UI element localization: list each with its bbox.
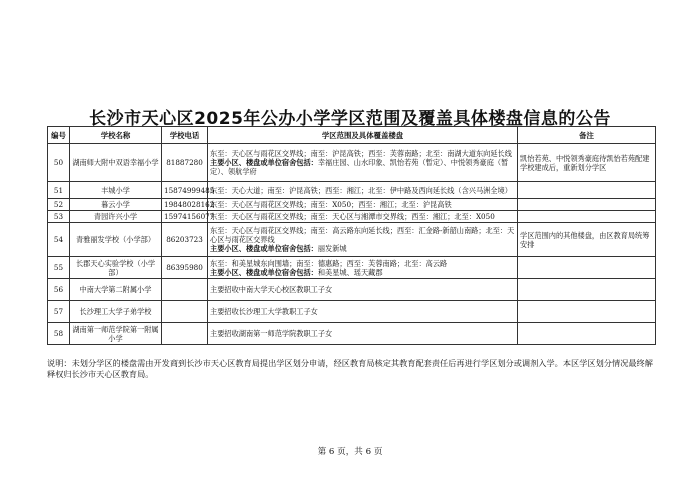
cell-no: 56 <box>48 279 70 301</box>
cell-scope <box>208 144 518 182</box>
scope-label: 主要小区、楼盘或单位宿舍包括： <box>210 244 318 253</box>
header-remark: 备注 <box>518 127 656 144</box>
scope-boundary: 东至：天心区与雨花区交界线；南至：沪昆高铁；西至：芙蓉南路；北至：南湖大道东向延长线 <box>210 149 512 158</box>
cell-phone: 86203723 <box>162 223 208 257</box>
cell-remark <box>518 182 656 199</box>
cell-phone <box>162 279 208 301</box>
cell-remark <box>518 199 656 211</box>
cell-scope: 东至：天心大道；南至：沪昆高铁；西至：湘江；北至：伊中路及西向延长线（含兴马洲全境） <box>208 182 518 199</box>
scope-label: 主要小区、楼盘或单位宿舍包括： <box>210 267 318 277</box>
cell-no: 50 <box>48 144 70 182</box>
cell-scope <box>208 223 518 257</box>
cell-no: 57 <box>48 301 70 323</box>
explanatory-note: 说明：未划分学区的楼盘需由开发商到长沙市天心区教育局提出学区划分申请，经区教育局核定其教育配套责任后再进行学区划分或调剂入学。本区学区划分情况最终解释权归长沙市天心区教育局。 <box>47 358 653 379</box>
cell-remark <box>518 211 656 223</box>
table-row <box>48 144 656 182</box>
cell-school: 长沙理工大学子弟学校 <box>70 301 162 323</box>
cell-scope: 主要招收湖南第一师范学院教职工子女 <box>208 323 518 345</box>
cell-scope: 东至：天心区与雨花区交界线；南至：X050；西至：湘江；北至：沪昆高铁 <box>208 199 518 211</box>
table-row <box>48 257 656 279</box>
cell-school: 丰城小学 <box>70 182 162 199</box>
cell-scope: 主要招收中南大学天心校区教职工子女 <box>208 279 518 301</box>
table-row <box>48 301 656 323</box>
cell-phone: 15874999485 <box>162 182 208 199</box>
cell-phone <box>162 301 208 323</box>
cell-phone: 15974156077 <box>162 211 208 223</box>
cell-phone: 81887280 <box>162 144 208 182</box>
cell-no: 58 <box>48 323 70 345</box>
scope-estates: 丽发新城 <box>317 244 347 253</box>
cell-no: 55 <box>48 257 70 279</box>
header-school: 学校名称 <box>70 127 162 144</box>
cell-remark <box>518 279 656 301</box>
cell-phone <box>162 323 208 345</box>
cell-no: 53 <box>48 211 70 223</box>
cell-school: 湖南第一师范学院第一附属小学 <box>70 323 162 345</box>
cell-phone: 86395980 <box>162 257 208 279</box>
cell-no: 52 <box>48 199 70 211</box>
scope-boundary: 东至：天心区与雨花区交界线；南至：高云路东向延长线；西至：汇金路-新韶山南路；北至：天心区与雨花区交界线 <box>210 226 515 244</box>
cell-remark <box>518 301 656 323</box>
table-row <box>48 211 656 223</box>
cell-remark: 凯怡若苑、中悦领秀豪庭待凯怡若苑配建学校建成后，重新划分学区 <box>518 144 656 182</box>
page-title: 长沙市天心区2025年公办小学学区范围及覆盖具体楼盘信息的公告 <box>89 109 611 129</box>
cell-school: 湖南师大附中双语幸福小学 <box>70 144 162 182</box>
scope-estates: 幸福庄园、山水印象、凯怡若苑（暂定）、中悦领秀豪庭（暂定）、领航学府 <box>210 158 509 176</box>
table-header-row <box>48 127 656 144</box>
cell-school: 青雅丽发学校（小学部） <box>70 223 162 257</box>
table-row <box>48 182 656 199</box>
cell-school: 长郡天心实验学校（小学部） <box>70 257 162 279</box>
header-scope: 学区范围及具体覆盖楼盘 <box>208 127 518 144</box>
scope-label: 主要小区、楼盘或单位宿舍包括： <box>210 158 318 167</box>
cell-scope <box>208 257 518 279</box>
table-row <box>48 323 656 345</box>
table-row <box>48 223 656 257</box>
table-row <box>48 199 656 211</box>
cell-no: 51 <box>48 182 70 199</box>
cell-scope: 主要招收长沙理工大学教职工子女 <box>208 301 518 323</box>
cell-school: 青园许兴小学 <box>70 211 162 223</box>
cell-school: 中南大学第二附属小学 <box>70 279 162 301</box>
cell-remark: 学区范围内的其他楼盘，由区教育局统筹安排 <box>518 223 656 257</box>
cell-scope: 东至：天心区与雨花区交界线；南至：天心区与湘潭市交界线；西至：湘江；北至：X050 <box>208 211 518 223</box>
page-number: 第 6 页，共 6 页 <box>317 447 383 457</box>
table-row <box>48 279 656 301</box>
cell-remark <box>518 257 656 279</box>
cell-remark <box>518 323 656 345</box>
cell-school: 暮云小学 <box>70 199 162 211</box>
header-no: 编号 <box>48 127 70 144</box>
scope-boundary: 东至：和美星城东向围墙；南至：德惠路；西至：芙蓉南路；北至：高云路 <box>210 258 448 268</box>
school-district-table <box>47 126 656 345</box>
cell-no: 54 <box>48 223 70 257</box>
scope-estates: 和美星城、瑶天藏郡 <box>317 267 383 277</box>
cell-phone: 19848028162 <box>162 199 208 211</box>
header-phone: 学校电话 <box>162 127 208 144</box>
